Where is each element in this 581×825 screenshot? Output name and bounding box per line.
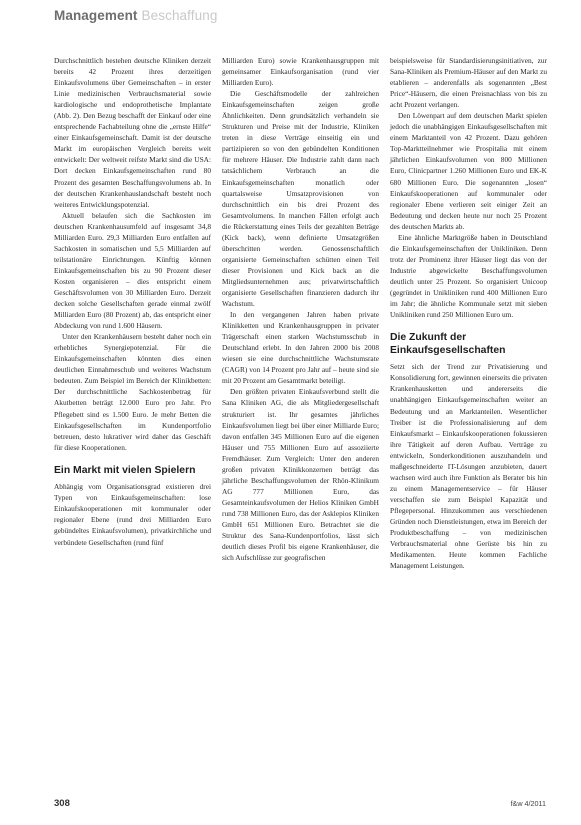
section-heading: Die Zukunft der Einkaufsgesellschaften — [390, 332, 506, 356]
paragraph: In den vergangenen Jahren haben private Klinikketten und Krankenhausgruppen in privater Trägerschaft einen starken Wachstumsschub in Deutschland erlebt. In den Jahren 2000 bis 2008 wiesen sie eine durchschnittliche Wachstumsrate (CAGR) von 14 Prozent pro Jahr auf – heute sind sie mit 20 Prozent am Gesamtmarkt beteiligt. — [222, 310, 379, 386]
paragraph: Abhängig vom Organisationsgrad existieren drei Typen von Einkaufsgemeinschaften: lose Einkaufskooperationen mit kommunaler oder regionaler Ebene (rund drei Milliarden Euro gebündeltes Einkaufsvolumen), privatkirchliche und verbündete Gesellschaften (rund fünf — [54, 482, 211, 547]
paragraph: beispielsweise für Standardisierungsinitiativen, zur Sana-Kliniken als Premium-Häuser auf den Markt zu etablieren – anderenfalls als sogenannten „Best Price“-Häusern, die einen Preisnachlass von bis zu acht Prozent verlangen. — [390, 56, 547, 110]
page-number: 308 — [54, 798, 70, 809]
paragraph: Eine ähnliche Marktgröße haben in Deutschland die Einkaufsgemeinschaften der Unikliniken. Denn trotz der Prominenz ihrer Häuser liegt das von der Industrie abgewickelte Beschaffungsvolumen deutlich unter 25 Prozent. So organisiert Unicoop (gegründet in Unikliniken rund 400 Millionen Euro im Jahr; die ähnliche Kommunale setzt mit sieben Unikliniken rund 250 Millionen Euro um. — [390, 232, 547, 320]
paragraph: Den größten privaten Einkaufsverbund stellt die Sana Kliniken AG, die als Mitgliedergesellschaft strukturiert ist. Ihr gesamtes jährliches Einkaufsvolumen liegt bei über einer Milliarde Euro; davon entfallen 345 Millionen Euro auf die eigenen Häuser und 755 Millionen Euro auf assoziierte Fremdhäuser. Zum Vergleich: Unter den anderen großen privaten Klinikkonzernen beträgt das jährliche Beschaffungsvolumen der Rhön-Klinikum AG 777 Millionen Euro, das Gesamteinkaufsvolumen der Helios Kliniken GmbH rund 738 Millionen Euro, das der Asklepios Kliniken GmbH 651 Millionen Euro. Betrachtet sie die Struktur des Sana-Kundenportfolios, lässt sich deutlich dieses Profil bis eigene Krankenhäuser, die sich Aufschlüsse zur geografischen — [222, 387, 379, 563]
text-column-2 — [222, 55, 379, 563]
paragraph: Die Geschäftsmodelle der zahlreichen Einkaufsgemeinschaften zeigen große Ähnlichkeiten. Denn grundsätzlich verhandeln sie Strukturen und Preise mit der Industrie, Kliniken treten in diese Verträge einseitig ein und partizipieren so von den gebündelten Konditionen für mehrere Häuser. Die Industrie zahlt dann nach tatsächlichem Verbrauch an die Einkaufsgemeinschaften monatlich oder quartalsweise Umsatzprovisionen von durchschnittlich ein bis drei Prozent des Gesamtvolumens. In manchen Fällen erfolgt auch die Rückerstattung eines Teils der gezahlten Beträge (Kick back), wenn definierte Umsatzgrößen überschritten werden. Genossenschaftlich organisierte Gemeinschaften schütten einen Teil dieser Provisionen und Kick back an die Mitgliedsunternehmen aus; privatwirtschaftlich organisierte Gesellschaften finanzieren dadurch ihr Wachstum. — [222, 89, 379, 309]
paragraph: Aktuell belaufen sich die Sachkosten im deutschen Krankenhausumfeld auf insgesamt 34,8 Milliarden Euro. 29,3 Milliarden Euro entfallen auf Sachkosten in somatischen und 5,5 Milliarden auf teilstationäre Einrichtungen. Künftig können Einkaufsgemeinschaften bis zu 90 Prozent dieser Kosten organisieren – dies entspricht einem Geschäftsvolumen von 30 Milliarden Euro. Derzeit decken solche Gesellschaften gerade einmal zwölf Milliarden Euro (80 Prozent) ab, das entspricht einer Abdeckung von rund 1.600 Häusern. — [54, 210, 211, 331]
paragraph: Unter den Krankenhäusern besteht daher noch ein erhebliches Synergiepotenzial. Für die Einkaufsgemeinschaften könnten dies einen deutlichen Einnahmeschub und weiteres Wachstum bedeuten. Zum Beispiel im Bereich der Klinikbetten: Der durchschnittliche Sachkostenbetrag für Akutbetten beträgt 12.000 Euro pro Jahr. Pro Pflegebett sind es 1.500 Euro. Je mehr Betten die Einkaufsgesellschaften im Kundenportfolio betreuen, desto lukrativer wird daher das Geschäft für diese Kooperationen. — [54, 332, 211, 452]
issue-label: f&w 4/2011 — [510, 799, 546, 808]
paragraph: Setzt sich der Trend zur Privatisierung und Konsolidierung fort, gewinnen einerseits die privaten Krankenhausketten und andererseits die unabhängigen Einkaufsgemeinschaften weiter an Bedeutung und an Marktanteilen. Wesentlicher Treiber ist die Professionalisierung auf dem Einkaufsmarkt – Einkaufskooperationen fokussieren ihre Tätigkeit auf deren Aufbau. Verträge zu entwickeln, Sonderkonditionen auszuhandeln und maßgeschneiderte IT-Lösungen anzubieten, dauert wachsen wird auch ihre Funktion als Berater bis hin zu einem Managementservice – für Häuser verschaffen sie zum Beispiel Kapazität und Pflegepersonal. Hinzukommen aus verschiedenen Gründen noch Dienstleistungen, etwa im Bereich der Produktbeschaffung – von medizinischen Verbrauchsmaterial ohne Gerüste bis hin zu Medikamenten. Heute kommen Fachliche Management Leistungen. — [390, 362, 547, 571]
subsection-title: Beschaffung — [141, 8, 218, 23]
section-heading: Ein Markt mit vielen Spielern — [54, 464, 196, 476]
paragraph: Den Löwenpart auf dem deutschen Markt spielen jedoch die unabhängigen Einkaufsgesellschaften mit einem Marktanteil von 42 Prozent. Dazu gehören Top-Marktteilnehmer wie Prospitalia mit einem jährlichen Einkaufsvolumen von 800 Millionen Euro, Clinicpartner 1.260 Millionen Euro und EK-K 680 Millionen Euro. Die sogenannten „losen“ Einkaufskooperationen auf kommunaler oder regionaler Ebene verlieren seit einiger Zeit an Bedeutung und decken heute nur noch 25 Prozent des deutschen Markts ab. — [390, 111, 547, 231]
text-column-3 — [390, 55, 547, 571]
page-header — [54, 8, 217, 23]
paragraph: Milliarden Euro) sowie Krankenhausgruppen mit gemeinsamer Einkaufsorganisation (rund vier Milliarden Euro). — [222, 56, 379, 88]
text-column-1 — [54, 55, 211, 548]
paragraph: Durchschnittlich bestehen deutsche Kliniken derzeit bereits 42 Prozent ihres derzeitigen Einkaufsvolumens über Gemeinschaften – in erster Linie medizinischen Verbrauchsmaterial sowie kardiologische und endoprothetische Implantate (Abb. 2). Den Bezug beschafft der Einkauf oder eine entsprechende Fachabteilung ohne die „ernste Hilfe“ einer Einkaufsgemeinschaft. Damit ist der deutsche Markt im europäischen Vergleich bereits weit entwickelt: Der weltweit reifste Markt sind die USA: Dort decken Einkaufsgemeinschaften rund 80 Prozent des gesamten Beschaffungsvolumens ab. In der deutschen Krankenhauslandschaft besteht noch weiteres Entwicklungspotenzial. — [54, 56, 211, 209]
section-title: Management — [54, 8, 138, 23]
